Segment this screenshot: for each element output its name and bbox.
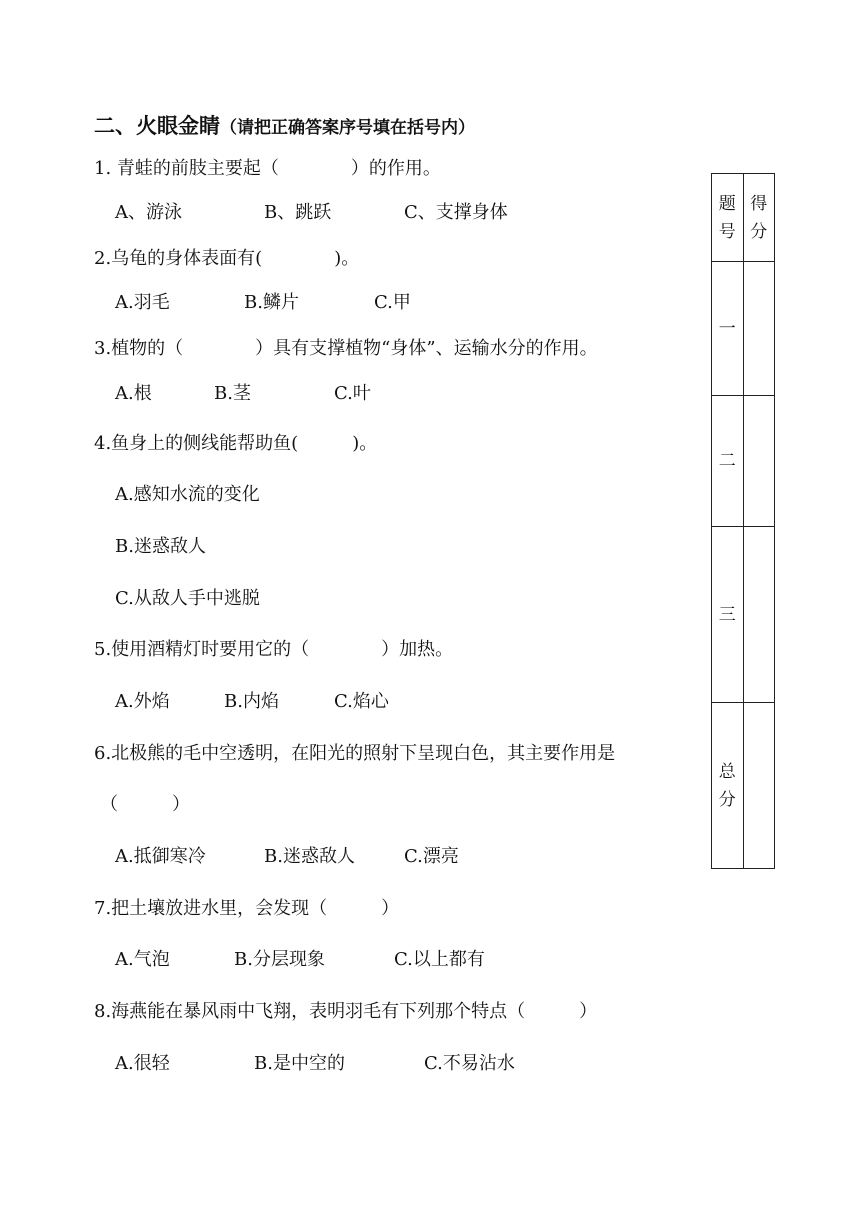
header-score-char-1: 得 <box>750 193 768 214</box>
question-8: 8.海燕能在暴风雨中飞翔，表明羽毛有下列那个特点（ ） <box>94 1001 598 1022</box>
question-5: 5.使用酒精灯时要用它的（ ）加热。 <box>94 639 454 660</box>
section-instruction: （请把正确答案序号填在括号内） <box>220 118 475 138</box>
question-1: 1. 青蛙的前肢主要起（ ）的作用。 <box>94 158 441 179</box>
header-item-char-1: 题 <box>718 193 736 214</box>
score-cell <box>743 703 775 869</box>
score-cell <box>743 527 775 703</box>
score-cell <box>743 396 775 527</box>
question-2: 2.乌龟的身体表面有( )。 <box>94 248 360 269</box>
option-a: A.抵御寒冷 <box>115 846 206 867</box>
option-a: A.很轻 <box>115 1053 170 1074</box>
option-c: C.漂亮 <box>404 846 459 867</box>
option-a: A.外焰 <box>115 691 170 712</box>
question-7: 7.把土壤放进水里，会发现（ ） <box>94 898 400 919</box>
option-a: A.感知水流的变化 <box>115 484 260 505</box>
score-row-2 <box>712 396 775 527</box>
option-c: C.不易沾水 <box>424 1053 515 1074</box>
option-b: B.迷惑敌人 <box>115 536 206 557</box>
total-char-1: 总 <box>718 761 736 782</box>
option-a: A.根 <box>115 383 152 404</box>
option-b: B、跳跃 <box>264 202 332 223</box>
option-b: B.分层现象 <box>234 949 325 970</box>
section-title-main: 二、火眼金睛 <box>94 114 220 138</box>
option-c: C、支撑身体 <box>404 202 508 223</box>
option-b: B.迷惑敌人 <box>264 846 355 867</box>
option-a: A、游泳 <box>115 202 182 223</box>
score-row-total <box>712 703 775 869</box>
header-score-char-2: 分 <box>750 221 768 242</box>
score-table <box>711 173 775 869</box>
total-label <box>712 703 744 869</box>
score-row-label: 三 <box>712 527 744 703</box>
score-cell <box>743 262 775 396</box>
score-table-header-row <box>712 174 775 262</box>
option-b: B.鳞片 <box>244 292 299 313</box>
question-3: 3.植物的（ ）具有支撑植物“身体”、运输水分的作用。 <box>94 338 598 359</box>
option-c: C.从敌人手中逃脱 <box>115 588 260 609</box>
question-6: 6.北极熊的毛中空透明，在阳光的照射下呈现白色，其主要作用是 <box>94 743 616 764</box>
option-b: B.是中空的 <box>254 1053 345 1074</box>
score-row-3 <box>712 527 775 703</box>
header-item-char-2: 号 <box>718 221 736 242</box>
option-c: C.叶 <box>334 383 371 404</box>
option-a: A.气泡 <box>115 949 170 970</box>
total-char-2: 分 <box>718 789 736 810</box>
score-row-label: 一 <box>712 262 744 396</box>
option-c: C.焰心 <box>334 691 389 712</box>
question-6-answer-bracket: （ ） <box>100 794 190 815</box>
option-b: B.茎 <box>214 383 251 404</box>
section-title <box>94 110 475 140</box>
question-4: 4.鱼身上的侧线能帮助鱼( )。 <box>94 433 378 454</box>
option-a: A.羽毛 <box>115 292 170 313</box>
option-c: C.以上都有 <box>394 949 485 970</box>
score-row-1 <box>712 262 775 396</box>
header-score <box>743 174 775 262</box>
score-row-label: 二 <box>712 396 744 527</box>
option-b: B.内焰 <box>224 691 279 712</box>
option-c: C.甲 <box>374 292 411 313</box>
header-item-number <box>712 174 744 262</box>
